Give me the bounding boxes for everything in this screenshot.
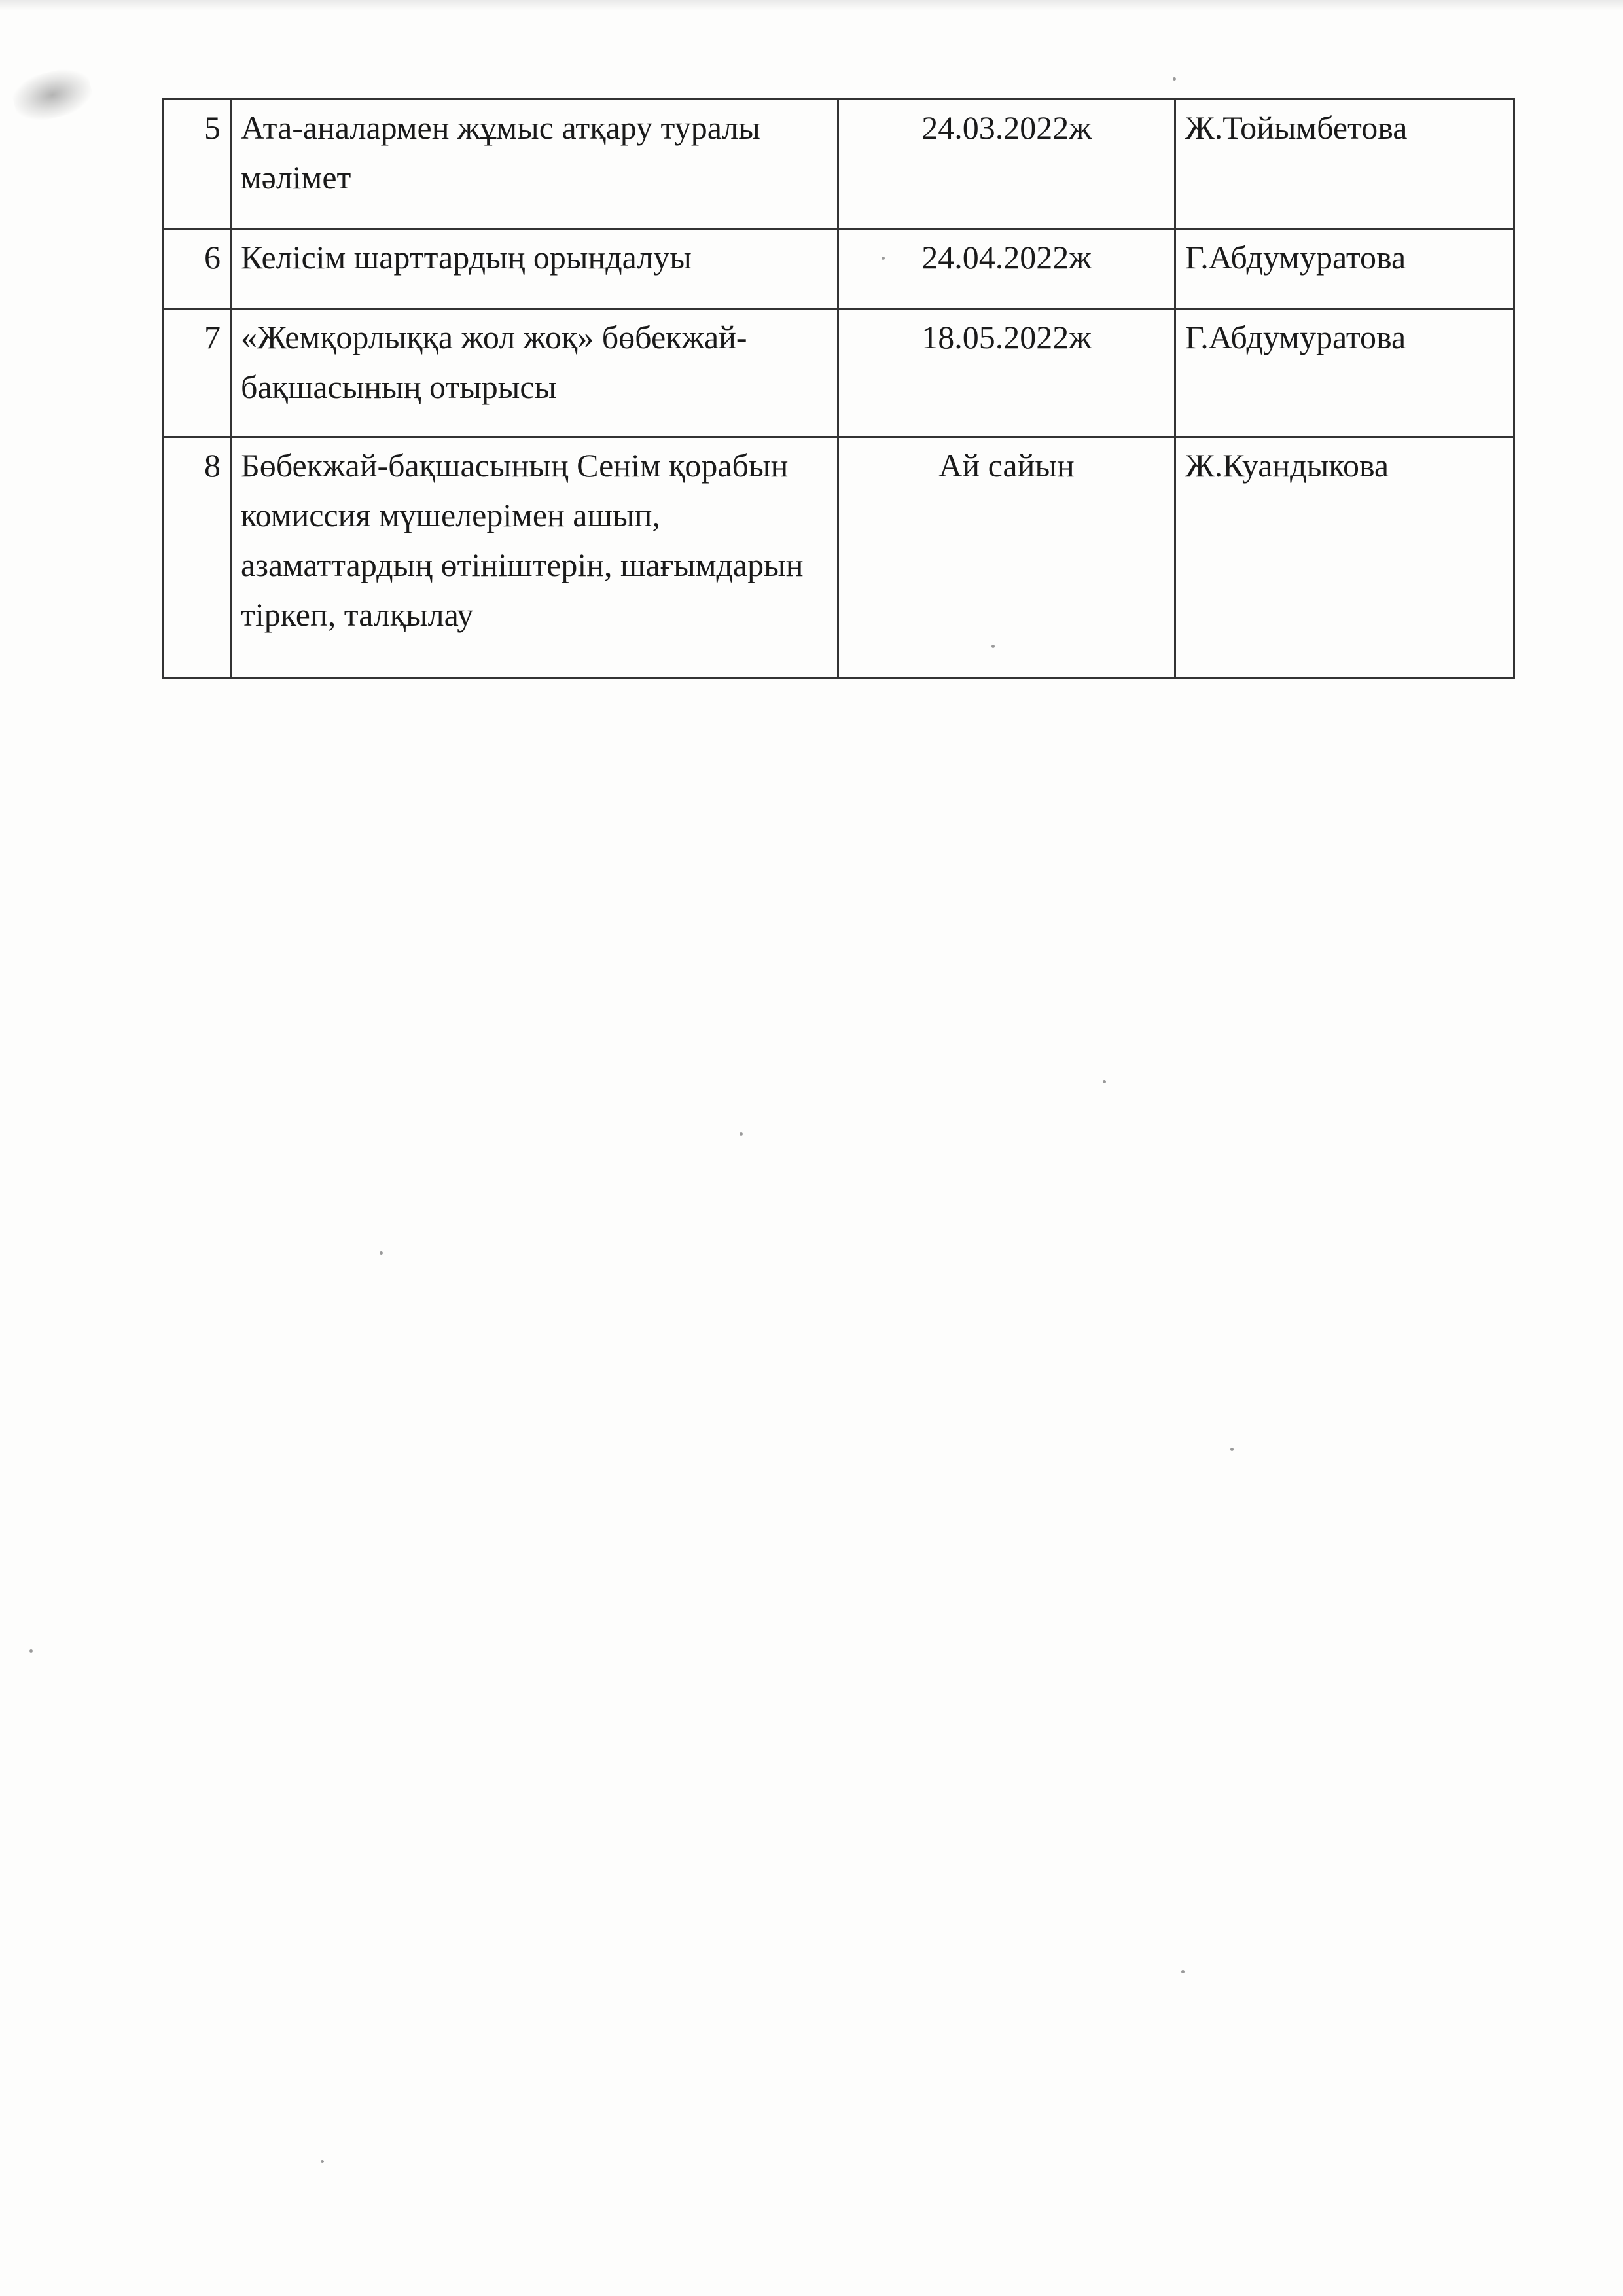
scan-top-edge	[0, 0, 1623, 10]
table-row	[164, 437, 1514, 678]
row-number: 7	[164, 309, 231, 437]
scan-speck	[1173, 77, 1176, 81]
row-number: 6	[164, 229, 231, 309]
scan-speck	[29, 1649, 33, 1653]
scan-speck	[1181, 1970, 1185, 1973]
event-cell: Бөбекжай-бақшасының Сенім қорабын комиссия мүшелерімен ашып, азаматтардың өтініштерін, шағымдарын тіркеп, талқылау	[231, 437, 838, 678]
date-cell: 24.03.2022ж	[838, 99, 1175, 229]
scan-speck	[380, 1251, 383, 1255]
date-cell: Ай сайын	[838, 437, 1175, 678]
scan-speck	[1230, 1448, 1234, 1451]
event-cell: Келісім шарттардың орындалуы	[231, 229, 838, 309]
event-cell: Ата-аналармен жұмыс атқару туралы мәлімет	[231, 99, 838, 229]
scan-speck	[321, 2160, 324, 2163]
row-number: 5	[164, 99, 231, 229]
responsible-cell: Г.Абдумуратова	[1175, 229, 1514, 309]
responsible-cell: Г.Абдумуратова	[1175, 309, 1514, 437]
scan-smudge	[9, 63, 96, 127]
scan-speck	[1103, 1080, 1106, 1083]
scan-speck	[740, 1132, 743, 1136]
event-cell: «Жемқорлыққа жол жоқ» бөбекжай-бақшасының отырысы	[231, 309, 838, 437]
table-row	[164, 99, 1514, 229]
plan-table	[162, 98, 1515, 679]
responsible-cell: Ж.Куандыкова	[1175, 437, 1514, 678]
table-row	[164, 229, 1514, 309]
date-cell: 18.05.2022ж	[838, 309, 1175, 437]
table-row	[164, 309, 1514, 437]
responsible-cell: Ж.Тойымбетова	[1175, 99, 1514, 229]
date-cell: 24.04.2022ж	[838, 229, 1175, 309]
row-number: 8	[164, 437, 231, 678]
